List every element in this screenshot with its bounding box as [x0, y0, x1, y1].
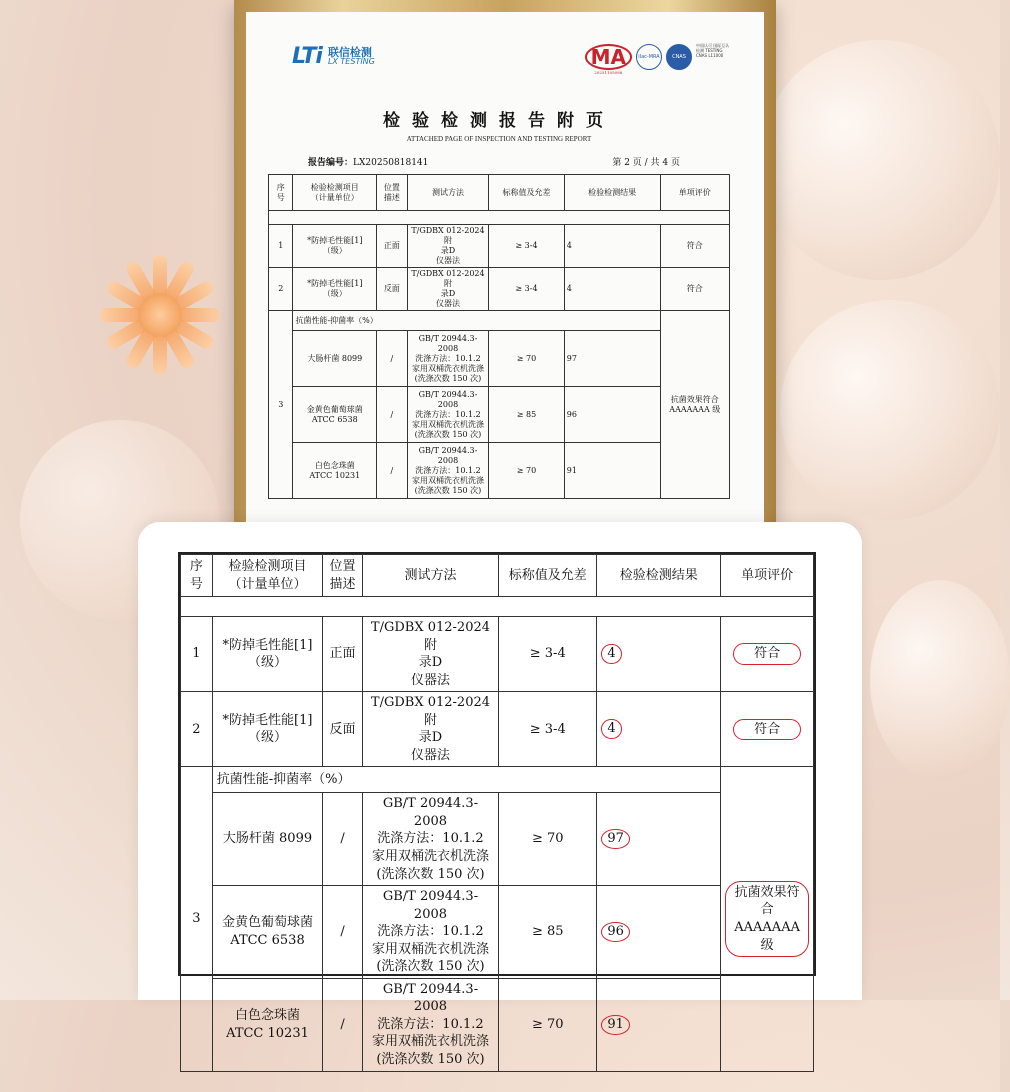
- header-result: 检验检测结果: [597, 555, 721, 597]
- background-yarn: [760, 40, 1000, 280]
- report-frame: [234, 0, 776, 540]
- cnas-text: 中国认可 国际互认 检测 TESTING CNAS L11000: [696, 43, 730, 58]
- ilac-mra-seal-icon: ilac-MRA: [636, 44, 662, 70]
- table-row: 2 *防掉毛性能[1] （级） 反面 T/GDBX 012-2024 附 录D 仪器法 ≥ 3-4 4 符合: [181, 692, 814, 767]
- header-item: 检验检测项目 （计量单位）: [212, 555, 323, 597]
- result-highlight: 97: [601, 829, 630, 849]
- report-paper: [246, 12, 764, 528]
- report-table-zoomed: [180, 554, 814, 1092]
- header-evaluation: 单项评价: [721, 555, 814, 597]
- table-spacer-row: [181, 1071, 814, 1092]
- logo-name-cn: 联信检测: [327, 45, 372, 59]
- table-group-header: 3 抗菌性能-抑菌率（%） 抗菌效果符合 AAAAAAA 级: [269, 311, 730, 331]
- result-highlight: 91: [601, 1015, 630, 1035]
- report-header: [268, 44, 730, 84]
- report-table-small: [268, 174, 730, 499]
- header-method: 测试方法: [362, 555, 498, 597]
- table-row: 金黄色葡萄球菌 ATCC 6538 / GB/T 20944.3-2008 洗涤方法：10.1.2 家用双桶洗衣机洗涤 (洗涤次数 150 次) ≥ 85 96: [269, 387, 730, 443]
- table-row: 1 *防掉毛性能[1] （级） 正面 T/GDBX 012-2024 附 录D 仪器法 ≥ 3-4 4 符合: [181, 617, 814, 692]
- report-subtitle: ATTACHED PAGE OF INSPECTION AND TESTING REPORT: [406, 135, 592, 143]
- certification-marks: [585, 44, 730, 75]
- result-highlight: 4: [601, 644, 621, 664]
- report-info-line: [268, 155, 730, 168]
- group-title: 抗菌性能-抑菌率（%）: [212, 767, 720, 793]
- result-highlight: 4: [601, 719, 621, 739]
- lx-testing-logo: [268, 44, 375, 69]
- zoomed-table-border: [178, 552, 816, 1068]
- table-row: 大肠杆菌 8099 / GB/T 20944.3-2008 洗涤方法：10.1.2 家用双桶洗衣机洗涤 (洗涤次数 150 次) ≥ 70 97: [181, 793, 814, 886]
- table-row: 大肠杆菌 8099 / GB/T 20944.3-2008 洗涤方法：10.1.2 家用双桶洗衣机洗涤 (洗涤次数 150 次) ≥ 70 97: [269, 331, 730, 387]
- logo-name-en: LX TESTING: [327, 57, 375, 67]
- table-row: 1 *防掉毛性能[1] （级） 正面 T/GDBX 012-2024 附 录D 仪器法 ≥ 3-4 4 符合: [269, 225, 730, 268]
- header-standard: 标称值及允差: [499, 555, 597, 597]
- evaluation-highlight: 符合: [733, 719, 801, 741]
- cnas-seal-icon: CNAS: [666, 44, 692, 70]
- group-evaluation-highlight: 抗菌效果符合 AAAAAAA 级: [725, 881, 809, 957]
- table-spacer-row: [181, 597, 814, 617]
- decorative-flower-image: [105, 240, 215, 390]
- zoomed-table-panel: [138, 522, 862, 1068]
- table-row: 白色念珠菌 ATCC 10231 / GB/T 20944.3-2008 洗涤方法：10.1.2 家用双桶洗衣机洗涤 (洗涤次数 150 次) ≥ 70 91: [181, 978, 814, 1071]
- report-number: 报告编号：LX20250818141: [308, 158, 429, 168]
- report-title: 检验检测报告附页: [383, 111, 615, 131]
- table-row: 白色念珠菌 ATCC 10231 / GB/T 20944.3-2008 洗涤方法：10.1.2 家用双桶洗衣机洗涤 (洗涤次数 150 次) ≥ 70 91: [269, 443, 730, 499]
- header-no: 序 号: [181, 555, 213, 597]
- table-header-row: [181, 555, 814, 597]
- logo-mark: LTi: [292, 44, 322, 69]
- header-position: 位置 描述: [323, 555, 363, 597]
- table-row: 2 *防掉毛性能[1] （级） 反面 T/GDBX 012-2024 附 录D 仪器法 ≥ 3-4 4 符合: [269, 268, 730, 311]
- table-header-row: 序 号 检验检测项目 （计量单位） 位置 描述 测试方法 标称值及允差 检验检测结果 单项评价: [269, 175, 730, 211]
- result-highlight: 96: [601, 922, 630, 942]
- ma-certification-mark: MA 20251105088: [585, 44, 632, 75]
- background-yarn: [870, 580, 1010, 780]
- table-row: 金黄色葡萄球菌 ATCC 6538 / GB/T 20944.3-2008 洗涤方法：10.1.2 家用双桶洗衣机洗涤 (洗涤次数 150 次) ≥ 85 96: [181, 886, 814, 979]
- background-yarn: [780, 300, 1000, 520]
- evaluation-highlight: 符合: [733, 643, 801, 665]
- page-info: 第 2 页 / 共 4 页: [612, 158, 680, 168]
- table-group-header: 3 抗菌性能-抑菌率（%） 抗菌效果符合 AAAAAAA 级: [181, 767, 814, 793]
